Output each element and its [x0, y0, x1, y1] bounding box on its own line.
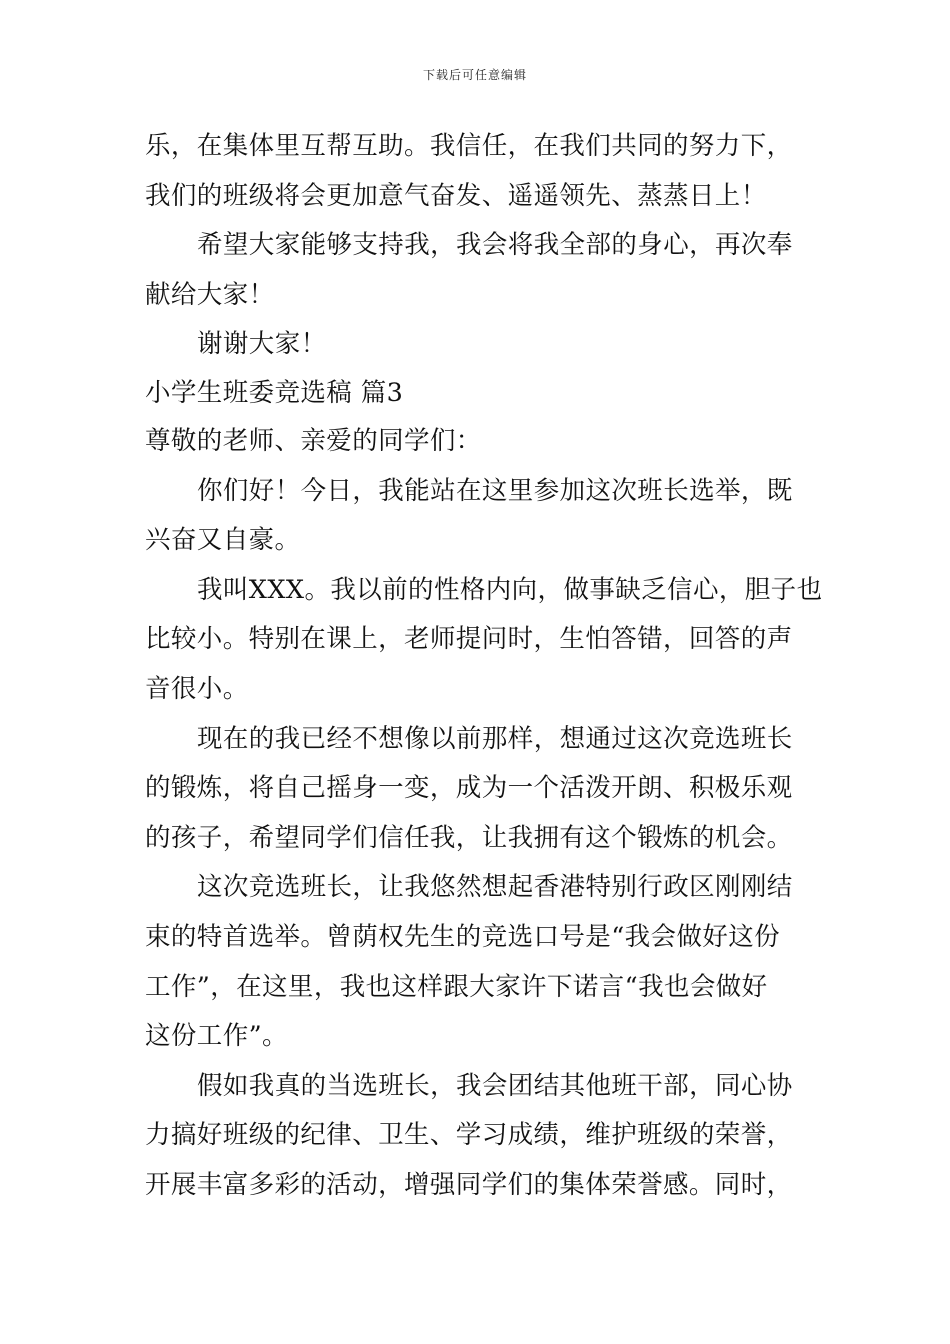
paragraph-line: 兴奋又自豪。 [145, 525, 301, 556]
paragraph-line: 的锻炼，将自己摇身一变，成为一个活泼开朗、积极乐观 [145, 773, 793, 804]
paragraph-line: 这次竞选班长，让我悠然想起香港特别行政区刚刚结 [197, 872, 793, 903]
paragraph-line: 束的特首选举。曾荫权先生的竞选口号是“我会做好这份 [145, 921, 781, 952]
paragraph-line: 谢谢大家！ [197, 329, 327, 360]
paragraph-line: 的孩子，希望同学们信任我，让我拥有这个锻炼的机会。 [145, 822, 793, 853]
salutation-line: 尊敬的老师、亲爱的同学们： [145, 425, 482, 456]
paragraph-line: 你们好！今日，我能站在这里参加这次班长选举，既 [197, 475, 793, 506]
paragraph-line: 工作”，在这里，我也这样跟大家许下诺言“我也会做好 [145, 971, 768, 1002]
page-header: 下载后可任意编辑 [422, 68, 527, 82]
paragraph-line: 我们的班级将会更加意气奋发、遥遥领先、蒸蒸日上！ [145, 180, 767, 211]
paragraph-line: 乐，在集体里互帮互助。我信任，在我们共同的努力下， [145, 131, 793, 161]
paragraph-line: 比较小。特别在课上，老师提问时，生怕答错，回答的声 [145, 624, 793, 655]
paragraph-line: 现在的我已经不想像以前那样，想通过这次竞选班长 [197, 723, 793, 754]
document-body [145, 122, 823, 1210]
paragraph-line: 希望大家能够支持我，我会将我全部的身心，再次奉 [197, 230, 793, 261]
section-heading: 小学生班委竞选稿 篇3 [145, 377, 404, 408]
paragraph-line: 假如我真的当选班长，我会团结其他班干部，同心协 [197, 1070, 793, 1101]
paragraph-line: 我叫XXX。我以前的性格内向，做事缺乏信心，胆子也 [197, 574, 823, 605]
paragraph-line: 力搞好班级的纪律、卫生、学习成绩，维护班级的荣誉， [145, 1120, 793, 1151]
paragraph-line: 这份工作”。 [145, 1021, 288, 1052]
paragraph-line: 献给大家！ [145, 279, 275, 310]
paragraph-line: 开展丰富多彩的活动，增强同学们的集体荣誉感。同时， [145, 1169, 793, 1200]
paragraph-line: 音很小。 [145, 673, 249, 704]
